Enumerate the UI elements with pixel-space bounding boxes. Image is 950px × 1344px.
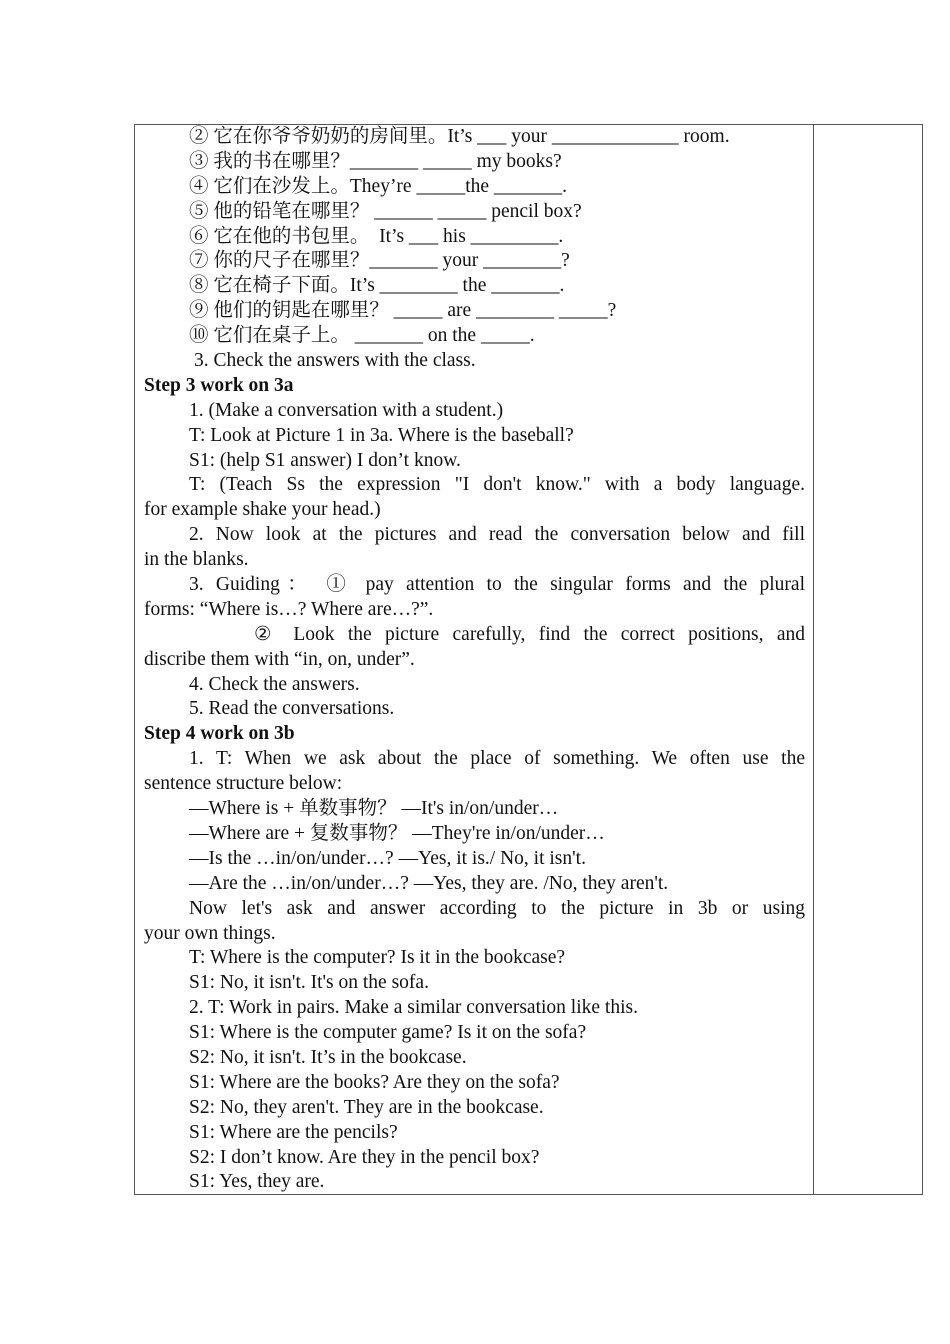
text-line: ② Look the picture carefully, find the correct positions, and [254,623,805,645]
text-line: S2: No, they aren't. They are in the bookcase. [189,1096,544,1118]
text-line: S2: No, it isn't. It’s in the bookcase. [189,1046,467,1068]
text-line: 3. Check the answers with the class. [194,350,476,372]
text-line: S1: Where are the books? Are they on the sofa? [189,1071,560,1093]
step-4-heading: Step 4 work on 3b [144,723,295,745]
text-line: T: Where is the computer? Is it in the bookcase? [189,947,566,969]
step-3-heading: Step 3 work on 3a [144,374,294,396]
text-line: S1: Where are the pencils? [189,1121,398,1143]
text-line: ② 它在你爷爷奶奶的房间里。It’s ___ your _____________ room. [189,126,730,147]
text-line: 1. T: When we ask about the place of something. We often use the [189,748,805,770]
text-line: —Where is + 单数事物？ —It's in/on/under… [189,798,559,820]
text-line: ⑧ 它在椅子下面。It’s ________ the _______. [189,275,565,297]
text-line: 3. Guiding： ① pay attention to the singular forms and the plural [189,574,805,596]
text-line: ⑨ 他们的钥匙在哪里？ _____ are ________ _____? [189,300,617,322]
text-line: for example shake your head.) [144,499,381,521]
text-line: —Are the …in/on/under…? —Yes, they are. /No, they aren't. [189,872,669,894]
text-line: ⑩ 它们在桌子上。 _______ on the _____. [189,325,535,347]
text-line: S1: Where is the computer game? Is it on the sofa? [189,1022,587,1044]
text-line: ⑦ 你的尺子在哪里？_______ your ________? [189,250,570,272]
procedure-cell [144,125,805,1195]
text-line: sentence structure below: [144,773,343,795]
text-line: 2. Now look at the pictures and read the conversation below and fill [189,524,805,546]
text-line: ③ 我的书在哪里？_______ _____ my books? [189,150,562,172]
text-line: S2: I don’t know. Are they in the pencil box? [189,1146,540,1168]
text-line: —Where are + 复数事物？ —They're in/on/under… [189,822,605,844]
text-line: T: Look at Picture 1 in 3a. Where is the baseball? [189,424,574,446]
text-line: ④ 它们在沙发上。They’re _____the _______. [189,175,568,197]
text-line: ⑤ 他的铅笔在哪里？ ______ _____ pencil box? [189,200,582,222]
text-line: your own things. [144,922,276,944]
text-line: forms: “Where is…? Where are…?”. [144,598,434,620]
text-line: —Is the …in/on/under…? —Yes, it is./ No, it isn't. [189,847,586,869]
text-line: Now let's ask and answer according to the picture in 3b or using [189,897,805,919]
text-line: discribe them with “in, on, under”. [144,648,415,670]
text-line: ⑥ 它在他的书包里。 It’s ___ his _________. [189,225,564,247]
text-line: S1: Yes, they are. [189,1171,325,1193]
text-line: S1: (help S1 answer) I don’t know. [189,449,461,471]
column-divider [813,125,814,1194]
text-line: 5. Read the conversations. [189,698,395,720]
text-line: S1: No, it isn't. It's on the sofa. [189,972,429,994]
text-line: 1. (Make a conversation with a student.) [189,399,504,421]
lesson-table [134,124,923,1195]
text-line: 2. T: Work in pairs. Make a similar conversation like this. [189,997,638,1019]
text-line: T: (Teach Ss the expression "I don't know." with a body language. [189,474,805,496]
text-line: in the blanks. [144,549,249,571]
text-line: 4. Check the answers. [189,673,360,695]
